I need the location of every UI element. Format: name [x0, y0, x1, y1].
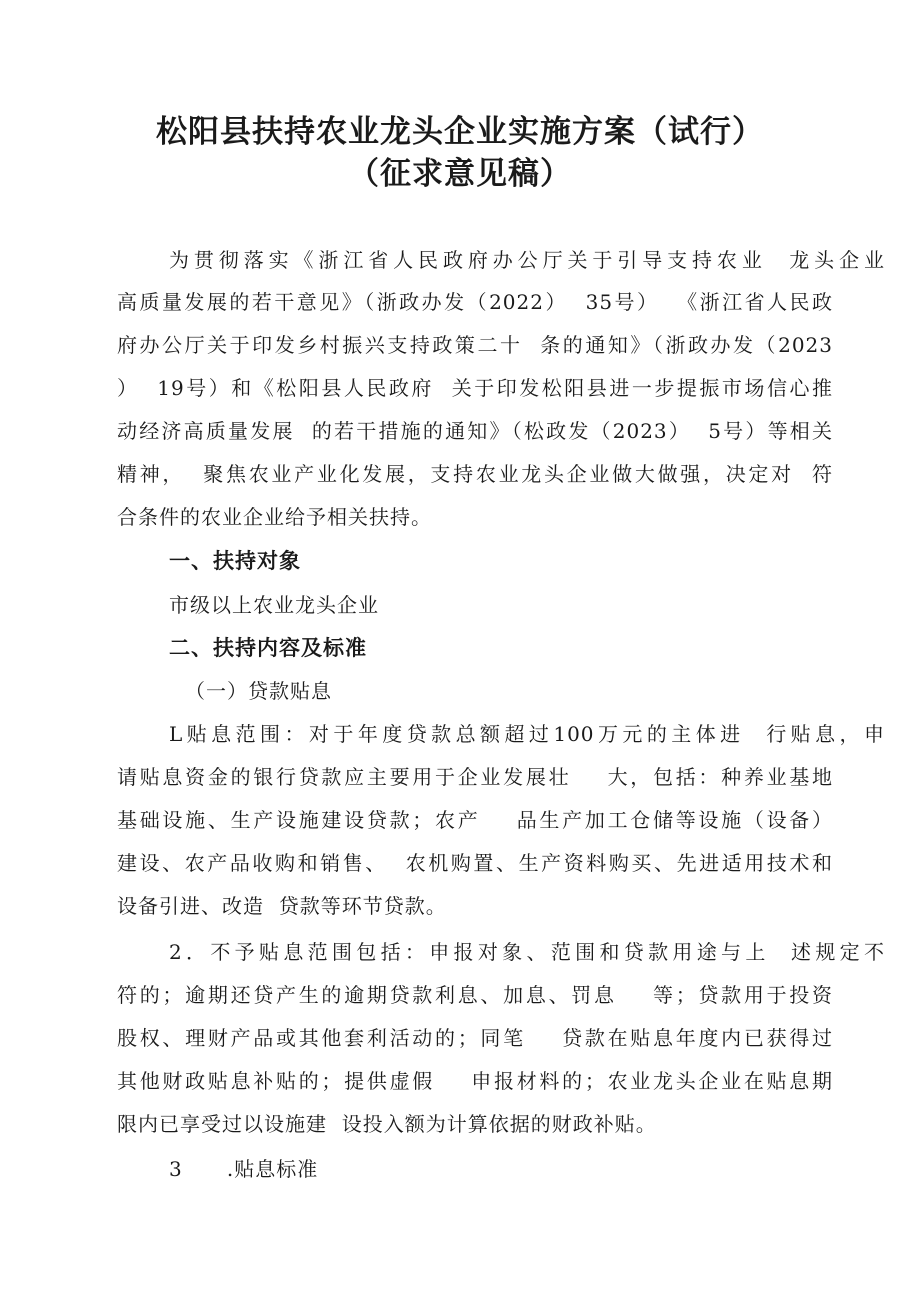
paragraph-line: 设备引进、改造 贷款等环节贷款。 — [117, 894, 447, 918]
paragraph-line: L贴息范围：对于年度贷款总额超过100万元的主体进 行贴息，申 — [169, 722, 885, 746]
section-heading: 二、扶持内容及标准 — [169, 636, 367, 660]
paragraph-line: 符的；逾期还贷产生的逾期贷款利息、加息、罚息 等；贷款用于投资 — [117, 983, 833, 1007]
section-heading: 一、扶持对象 — [169, 549, 301, 573]
paragraph-line: 其他财政贴息补贴的；提供虚假 申报材料的；农业龙头企业在贴息期 — [117, 1069, 833, 1093]
paragraph-line: 2．不予贴息范围包括：申报对象、范围和贷款用途与上 述规定不 — [169, 940, 885, 964]
intro-line: ） 19号）和《松阳县人民政府 关于印发松阳县进一步提振市场信心推 — [117, 376, 833, 400]
subsection-heading: （一）贷款贴息 — [185, 679, 332, 703]
intro-line: 为贯彻落实《浙江省人民政府办公厅关于引导支持农业 龙头企业 — [169, 248, 885, 272]
intro-line: 合条件的农业企业给予相关扶持。 — [117, 505, 432, 529]
document-subtitle: （征求意见稿） — [348, 156, 572, 192]
list-item-heading: 3 .贴息标准 — [169, 1157, 319, 1181]
intro-line: 府办公厅关于印发乡村振兴支持政策二十 条的通知》（浙政办发（2023 — [117, 333, 833, 357]
paragraph-line: 股权、理财产品或其他套利活动的；同笔 贷款在贴息年度内已获得过 — [117, 1026, 833, 1050]
document-title: 松阳县扶持农业龙头企业实施方案（试行） — [156, 114, 764, 150]
intro-line: 精神， 聚焦农业产业化发展，支持农业龙头企业做大做强，决定对 符 — [117, 462, 833, 486]
intro-line: 高质量发展的若干意见》（浙政办发（2022） 35号） 《浙江省人民政 — [117, 290, 833, 314]
section-text: 市级以上农业龙头企业 — [169, 593, 379, 617]
paragraph-line: 请贴息资金的银行贷款应主要用于企业发展壮 大，包括：种养业基地 — [117, 765, 833, 789]
paragraph-line: 基础设施、生产设施建设贷款；农产 品生产加工仓储等设施（设备） — [117, 808, 833, 832]
paragraph-line: 限内已享受过以设施建 设投入额为计算依据的财政补贴。 — [117, 1112, 657, 1136]
intro-line: 动经济高质量发展 的若干措施的通知》（松政发（2023） 5号）等相关 — [117, 419, 833, 443]
paragraph-line: 建设、农产品收购和销售、 农机购置、生产资料购买、先进适用技术和 — [117, 851, 833, 875]
